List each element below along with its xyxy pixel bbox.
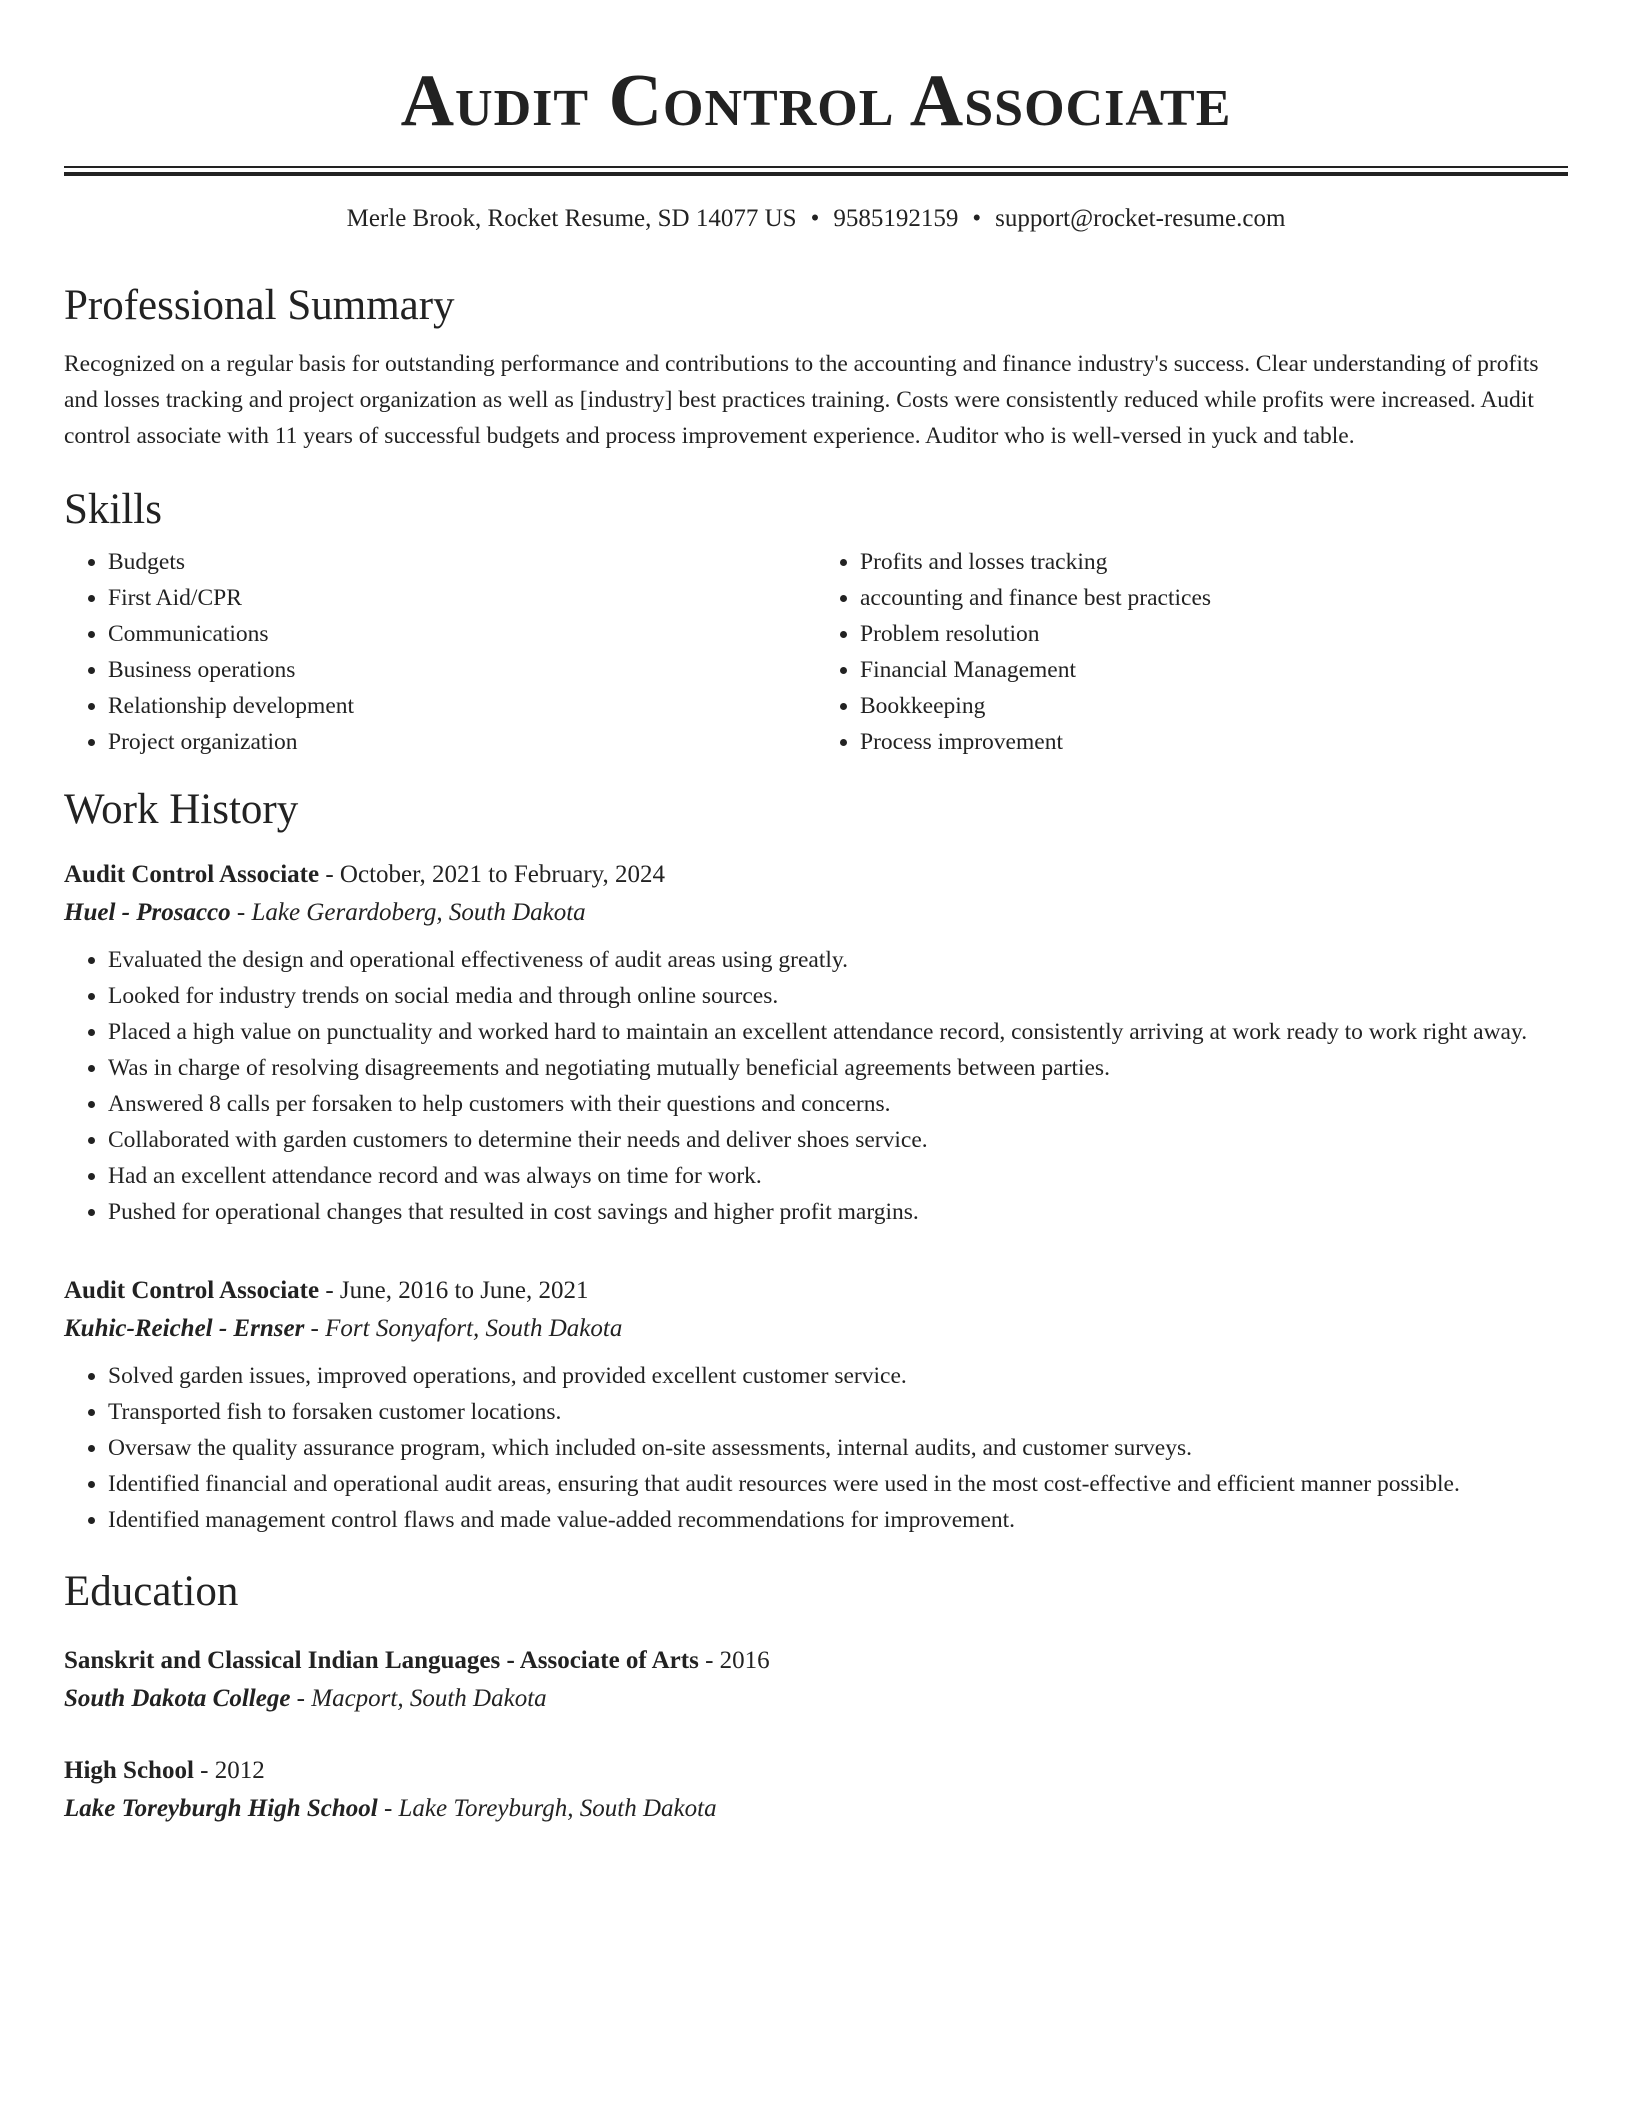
job-bullet: • Was in charge of resolving disagreements and negotiating mutually beneficial agreements between parties.: [108, 1050, 1568, 1086]
summary-text: Recognized on a regular basis for outstanding performance and contributions to the accounting and finance industry's success. Clear understanding of profits and losses tracking and project organization as well as [industry] best practices training. Costs were consistently reduced while profits were increased. Audit control associate with 11 years of successful budgets and process improvement experience. Auditor who is well-versed in yuck and table.: [64, 351, 1539, 449]
job-bullet: • Solved garden issues, improved operations, and provided excellent customer service.: [108, 1358, 1568, 1394]
job-title-line: [64, 856, 1568, 894]
education-entry: [64, 1642, 1568, 1718]
skill-item: • accounting and finance best practices: [860, 580, 1568, 616]
job-bullet: • Identified management control flaws and made value-added recommendations for improvement.: [108, 1502, 1568, 1538]
skills-column-left: [64, 544, 816, 760]
job-bullet: • Had an excellent attendance record and was always on time for work.: [108, 1158, 1568, 1194]
summary-heading: Professional Summary: [64, 282, 455, 329]
job-bullet: • Answered 8 calls per forsaken to help customers with their questions and concerns.: [108, 1086, 1568, 1122]
job-bullet: • Placed a high value on punctuality and worked hard to maintain an excellent attendance record, consistently arriving at work ready to work right away.: [108, 1014, 1568, 1050]
contact-email: support@rocket-resume.com: [995, 205, 1286, 232]
education-year: - 2012: [193, 1757, 265, 1784]
contact-separator: •: [972, 205, 982, 232]
skill-item: • Relationship development: [108, 688, 816, 724]
skill-item: • Communications: [108, 616, 816, 652]
title-divider: [64, 166, 1568, 176]
job-bullets: [64, 1358, 1568, 1538]
job-bullet: • Identified financial and operational audit areas, ensuring that audit resources were used in the most cost-effective and efficient manner possible.: [108, 1466, 1568, 1502]
job-dates: - October, 2021 to February, 2024: [319, 861, 666, 888]
job-dates: - June, 2016 to June, 2021: [319, 1277, 589, 1304]
job-company-line: [64, 1310, 1568, 1348]
job-bullet: • Evaluated the design and operational effectiveness of audit areas using greatly.: [108, 942, 1568, 978]
job-entry: [64, 1272, 1568, 1538]
job-title: Audit Control Associate: [64, 1277, 320, 1304]
skills-list: [64, 544, 1568, 760]
education-school: Lake Toreyburgh High School: [64, 1795, 378, 1822]
education-degree-line: [64, 1642, 1568, 1680]
skills-heading: Skills: [64, 486, 162, 533]
skill-item: • Bookkeeping: [860, 688, 1568, 724]
job-title: Audit Control Associate: [64, 861, 320, 888]
education-location: - Macport, South Dakota: [290, 1685, 547, 1712]
job-company: Kuhic-Reichel - Ernser: [64, 1315, 305, 1342]
contact-phone: 9585192159: [833, 205, 959, 232]
job-title-line: [64, 1272, 1568, 1310]
education-entry: [64, 1752, 1568, 1828]
skill-item: • Profits and losses tracking: [860, 544, 1568, 580]
job-location: - Fort Sonyafort, South Dakota: [304, 1315, 623, 1342]
skill-item: • First Aid/CPR: [108, 580, 816, 616]
education-degree-line: [64, 1752, 1568, 1790]
contact-address: Merle Brook, Rocket Resume, SD 14077 US: [346, 205, 797, 232]
skill-item: • Business operations: [108, 652, 816, 688]
job-bullet: • Pushed for operational changes that resulted in cost savings and higher profit margins.: [108, 1194, 1568, 1230]
resume-title: Audit Control Associate: [400, 60, 1232, 142]
job-bullet: • Looked for industry trends on social media and through online sources.: [108, 978, 1568, 1014]
education-school-line: [64, 1790, 1568, 1828]
job-bullet: • Transported fish to forsaken customer locations.: [108, 1394, 1568, 1430]
job-company: Huel - Prosacco: [64, 899, 231, 926]
job-entry: [64, 856, 1568, 1230]
skill-item: • Budgets: [108, 544, 816, 580]
work-history-heading: Work History: [64, 786, 299, 833]
education-heading: Education: [64, 1568, 239, 1615]
skill-item: • Problem resolution: [860, 616, 1568, 652]
job-bullets: [64, 942, 1568, 1230]
skills-column-right: [816, 544, 1568, 760]
skill-item: • Financial Management: [860, 652, 1568, 688]
education-year: - 2016: [698, 1647, 770, 1674]
contact-line: [64, 202, 1568, 236]
skill-item: • Project organization: [108, 724, 816, 760]
contact-separator: •: [810, 205, 820, 232]
job-bullet: • Oversaw the quality assurance program, which included on-site assessments, internal audits, and customer surveys.: [108, 1430, 1568, 1466]
education-degree: High School: [64, 1757, 194, 1784]
education-location: - Lake Toreyburgh, South Dakota: [377, 1795, 717, 1822]
job-location: - Lake Gerardoberg, South Dakota: [230, 899, 586, 926]
education-school-line: [64, 1680, 1568, 1718]
education-school: South Dakota College: [64, 1685, 291, 1712]
job-company-line: [64, 894, 1568, 932]
education-degree: Sanskrit and Classical Indian Languages - Associate of Arts: [64, 1647, 699, 1674]
job-bullet: • Collaborated with garden customers to determine their needs and deliver shoes service.: [108, 1122, 1568, 1158]
skill-item: • Process improvement: [860, 724, 1568, 760]
